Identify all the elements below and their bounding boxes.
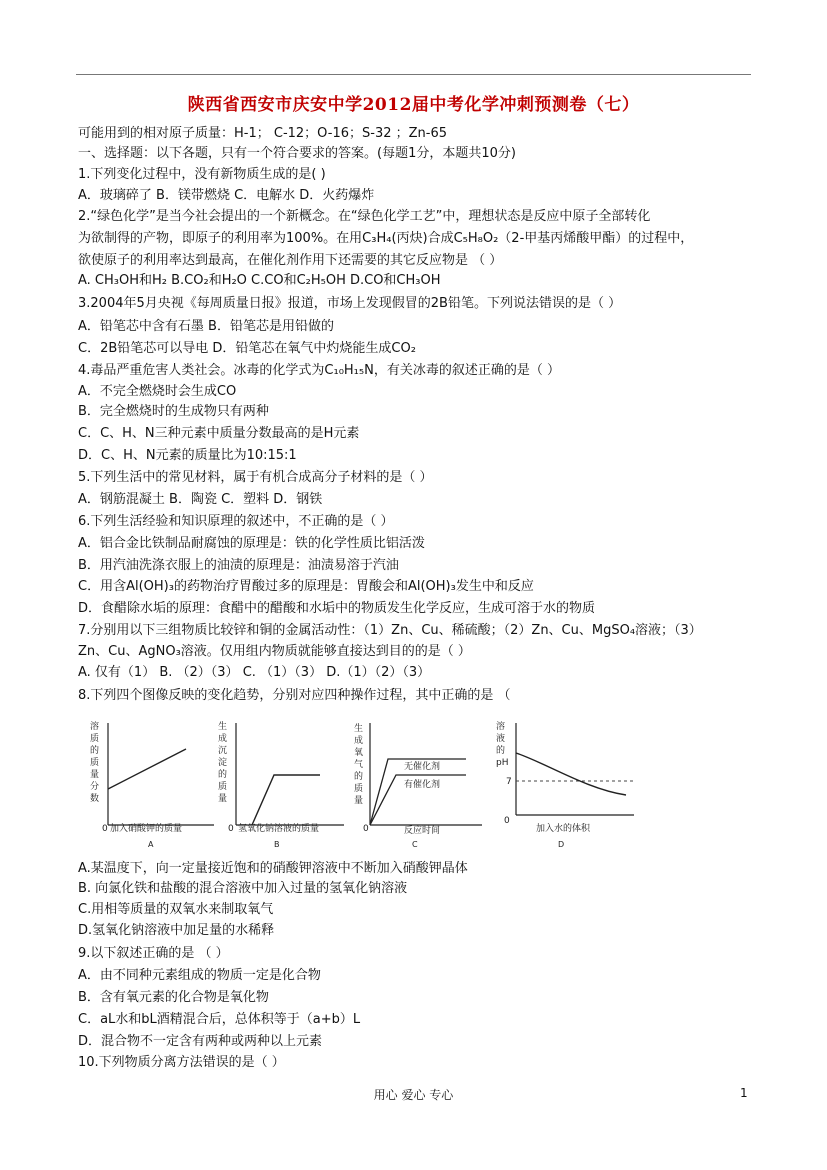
- page-title: 陕西省西安市庆安中学2012届中考化学冲刺预测卷（七）: [187, 95, 640, 115]
- text-line-15: C．C、H、N三种元素中质量分数最高的是H元素: [78, 426, 360, 441]
- text-line-19: 6.下列生活经验和知识原理的叙述中，不正确的是（ ）: [78, 514, 394, 529]
- text-line-32: 9.以下叙述正确的是 （ ）: [78, 946, 229, 961]
- figure-b-xlabel: 氢氧化钠溶液的质量: [238, 824, 320, 834]
- figure-a-ylabel: 溶质的质量分数: [90, 722, 100, 804]
- text-line-10: A．铅笔芯中含有石墨 B．铅笔芯是用铅做的: [78, 319, 334, 334]
- text-line-37: 10.下列物质分离方法错误的是（ ）: [78, 1055, 285, 1070]
- figure-b-ylabel: 生成沉淀的质量: [218, 722, 228, 804]
- text-line-22: C．用含Al(OH)₃的药物治疗胃酸过多的原理是：胃酸会和Al(OH)₃发生中和反应: [78, 579, 534, 594]
- text-line-3: 1.下列变化过程中，没有新物质生成的是( ): [78, 167, 326, 182]
- text-line-2: 一、选择题：以下各题，只有一个符合要求的答案。(每题1分，本题共10分): [78, 146, 516, 161]
- text-line-33: A．由不同种元素组成的物质一定是化合物: [78, 968, 321, 983]
- text-line-20: A．铝合金比铁制品耐腐蚀的原理是：铁的化学性质比铝活泼: [78, 536, 425, 551]
- text-line-21: B．用汽油洗涤衣服上的油渍的原理是：油渍易溶于汽油: [78, 558, 399, 573]
- figure-c-xlabel: 反应时间: [404, 826, 441, 836]
- text-line-25: Zn、Cu、AgNO₃溶液。仅用组内物质就能够直接达到目的的是（ ）: [78, 644, 471, 659]
- figure-row: [86, 717, 646, 852]
- text-line-23: D．食醋除水垢的原理：食醋中的醋酸和水垢中的物质发生化学反应，生成可溶于水的物质: [78, 601, 596, 616]
- text-line-11: C．2B铅笔芯可以导电 D．铅笔芯在氧气中灼烧能生成CO₂: [78, 341, 416, 356]
- figure-a-caption: A: [148, 840, 154, 849]
- text-line-9: 3.2004年5月央视《每周质量日报》报道，市场上发现假冒的2B铅笔。下列说法错误的是（ ）: [78, 296, 622, 311]
- figure-a-graph: [86, 717, 216, 852]
- text-line-4: A．玻璃碎了 B．镁带燃烧 C．电解水 D．火药爆炸: [78, 188, 375, 203]
- figure-d-origin: 0: [504, 816, 510, 826]
- figure-b: [216, 717, 346, 852]
- text-line-1: 可能用到的相对原子质量：H-1； C-12；O-16；S-32 ；Zn-65: [78, 126, 448, 141]
- figure-d-caption: D: [558, 840, 565, 849]
- text-line-26: A. 仅有（1） B. （2）（3） C. （1）（3） D.（1）（2）（3）: [78, 665, 431, 680]
- figure-d-tick7: 7: [506, 777, 512, 787]
- figure-c-origin: 0: [363, 824, 369, 834]
- figure-a-curve: [108, 749, 186, 789]
- figure-d-graph: [496, 717, 636, 852]
- text-line-18: A．钢筋混凝土 B．陶瓷 C．塑料 D．钢铁: [78, 492, 323, 507]
- figure-d-curve: [516, 753, 626, 795]
- text-line-6: 为欲制得的产物，即原子的利用率为100%。在用C₃H₄(丙炔)合成C₅H₈O₂（2-甲基丙烯酸甲酯）的过程中，: [78, 231, 694, 246]
- figure-b-curve: [252, 775, 320, 825]
- figure-a: [86, 717, 216, 852]
- figure-b-origin: 0: [228, 824, 234, 834]
- figure-c-graph: [354, 717, 484, 852]
- figure-d-xlabel: 加入水的体积: [536, 824, 591, 834]
- text-line-34: B．含有氧元素的化合物是氧化物: [78, 990, 269, 1005]
- page-footer: 用心 爱心 专心: [373, 1088, 454, 1102]
- figure-d: [496, 717, 636, 852]
- page-number: 1: [740, 1086, 748, 1100]
- figure-c-caption: C: [412, 840, 418, 849]
- text-line-27: 8.下列四个图像反映的变化趋势，分别对应四种操作过程，其中正确的是 （: [78, 688, 511, 703]
- text-line-8: A. CH₃OH和H₂ B.CO₂和H₂O C.CO和C₂H₅OH D.CO和CH₃OH: [78, 273, 441, 288]
- text-line-17: 5.下列生活中的常见材料，属于有机合成高分子材料的是（ ）: [78, 470, 433, 485]
- text-line-31: D.氢氧化钠溶液中加足量的水稀释: [78, 923, 275, 938]
- figure-a-origin: 0: [102, 824, 108, 834]
- text-line-12: 4.毒品严重危害人类社会。冰毒的化学式为C₁₀H₁₅N，有关冰毒的叙述正确的是（ ）: [78, 363, 560, 378]
- text-line-36: D．混合物不一定含有两种或两种以上元素: [78, 1034, 323, 1049]
- figure-c-series-1: 无催化剂: [404, 762, 441, 772]
- figure-b-graph: [216, 717, 346, 852]
- text-line-5: 2.“绿色化学”是当今社会提出的一个新概念。在“绿色化学工艺”中，理想状态是反应中原子全部转化: [78, 209, 651, 224]
- text-line-16: D．C、H、N元素的质量比为10:15:1: [78, 448, 297, 463]
- figure-b-caption: B: [274, 840, 280, 849]
- figure-a-xlabel: 加入硝酸钾的质量: [110, 824, 183, 834]
- text-line-28: A.某温度下，向一定量接近饱和的硝酸钾溶液中不断加入硝酸钾晶体: [78, 861, 468, 876]
- figure-c-series-2: 有催化剂: [404, 780, 441, 790]
- figure-d-ylabel: 溶液的 pH: [496, 722, 509, 768]
- figure-c-ylabel: 生成氧气的质量: [354, 724, 364, 806]
- text-line-14: B．完全燃烧时的生成物只有两种: [78, 404, 269, 419]
- text-line-24: 7.分别用以下三组物质比较锌和铜的金属活动性：（1）Zn、Cu、稀硫酸；（2）Zn、Cu、MgSO₄溶液；（3）: [78, 623, 702, 638]
- text-line-13: A．不完全燃烧时会生成CO: [78, 384, 237, 399]
- text-line-30: C.用相等质量的双氧水来制取氧气: [78, 902, 274, 917]
- text-line-29: B. 向氯化铁和盐酸的混合溶液中加入过量的氢氧化钠溶液: [78, 881, 408, 896]
- text-line-35: C．aL水和bL酒精混合后，总体积等于（a+b）L: [78, 1012, 361, 1027]
- text-line-7: 欲使原子的利用率达到最高，在催化剂作用下还需要的其它反应物是 （ ）: [78, 253, 503, 268]
- figure-c: [354, 717, 484, 852]
- header-rule: [76, 74, 751, 75]
